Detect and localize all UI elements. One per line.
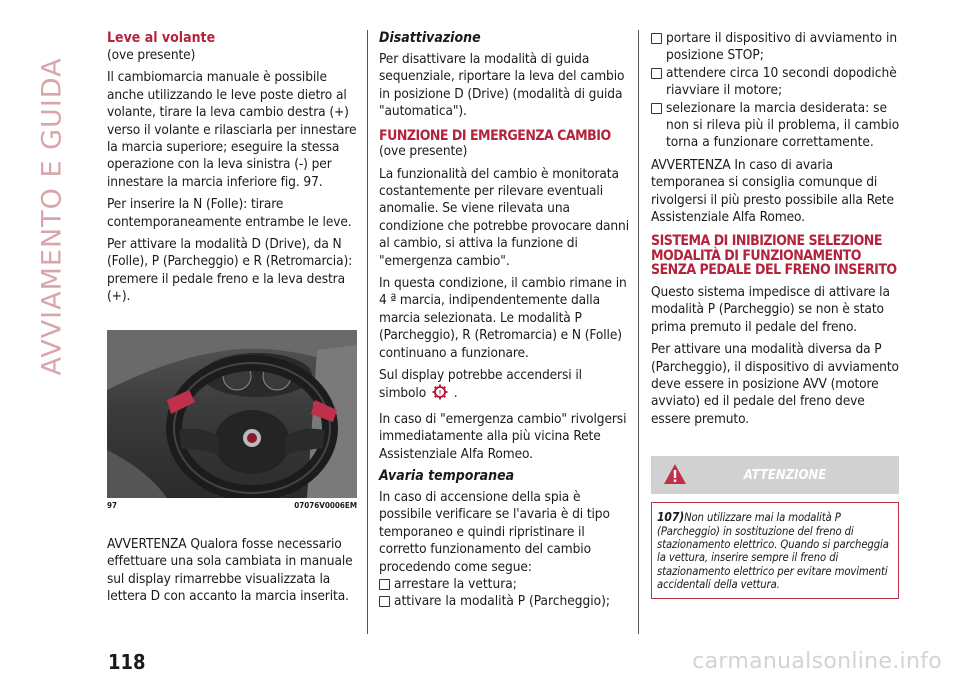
warning-note: AVVERTENZA In caso di avaria temporanea si consiglia comunque di rivolgersi il più presto possibile alla Rete Assistenziale Alfa Romeo. <box>651 156 894 226</box>
steering-wheel-illustration <box>107 330 357 498</box>
column-1 <box>107 30 359 610</box>
heading-leve-volante: Leve al volante <box>107 30 216 46</box>
list-item-text: portare il dispositivo di avviamento in posizione STOP; <box>666 30 898 64</box>
list-item-text: arrestare la vettura; <box>394 576 517 593</box>
column-divider <box>638 30 639 634</box>
list-item <box>379 593 631 610</box>
svg-text:!: ! <box>438 389 442 397</box>
paragraph: Per inserire la N (Folle): tirare contemporaneamente entrambe le leve. <box>107 196 352 230</box>
paragraph: Per attivare la modalità D (Drive), da N (Folle), P (Parcheggio) e R (Retromarcia): premere il pedale freno e la leva destra (+). <box>107 236 353 305</box>
warning-note: AVVERTENZA Qualora fosse necessario effettuare una sola cambiata in manuale sul display rimarrebbe visualizzata la lettera D con accanto la marcia inserita. <box>107 535 353 604</box>
paragraph: La funzionalità del cambio è monitorata costantemente per rilevare eventuali anomalie. Se viene rilevata una condizione che potrebbe provocare danni al cambio, si attiva la funzione di "emergenza cambio". <box>379 165 630 269</box>
paragraph: Per attivare una modalità diversa da P (Parcheggio), il dispositivo di avviamento deve essere in posizione AVV (motore avviato) ed il pedale del freno deve essere premuto. <box>651 341 899 427</box>
checkbox-bullet-icon <box>651 33 662 44</box>
attenzione-text <box>657 511 893 591</box>
attenzione-title: ATTENZIONE <box>743 467 827 483</box>
heading-avaria-temporanea: Avaria temporanea <box>379 468 515 485</box>
column-3 <box>651 30 903 599</box>
steering-wheel-photo <box>107 330 357 498</box>
list-item <box>379 576 631 593</box>
column-divider <box>367 30 368 634</box>
paragraph-text: Sul display potrebbe accendersi il simbolo <box>379 367 582 402</box>
attenzione-box <box>651 502 899 598</box>
figure-number: 97 <box>107 500 118 510</box>
attenzione-body: Non utilizzare mai la modalità P (Parcheggio) in sostituzione del freno di stazionamento elettrico. Quando si parcheggia la vettura, inserire sempre il freno di stazionamento elettrico per evitare movimenti accidentali della vettura. <box>657 511 889 592</box>
paragraph: In caso di accensione della spia è possibile verificare se l'avaria è di tipo temporaneo e quindi ripristinare il corretto funzionamento del cambio procedendo come segue: <box>379 489 610 575</box>
column-2 <box>379 30 631 611</box>
list-item-text: selezionare la marcia desiderata: se non si rileva più il problema, il cambio torna a funzionare correttamente. <box>666 99 900 151</box>
paragraph: Per disattivare la modalità di guida sequenziale, riportare la leva del cambio in posizione D (Drive) (modalità di guida "automatica"). <box>379 51 625 120</box>
section-side-label: AVVIAMENTO E GUIDA <box>36 57 68 376</box>
page-number: 118 <box>108 650 146 674</box>
checkbox-bullet-icon <box>651 68 662 79</box>
checkbox-bullet-icon <box>379 596 390 607</box>
heading-sistema-inibizione: SISTEMA DI INIBIZIONE SELEZIONE MODALITÀ DI FUNZIONAMENTO SENZA PEDALE DEL FRENO INSERITO <box>651 233 897 279</box>
gearbox-warning-icon <box>432 384 448 405</box>
heading-disattivazione: Disattivazione <box>379 30 481 46</box>
paragraph-display-symbol <box>379 367 631 406</box>
figure-caption <box>107 501 357 510</box>
watermark: carmanualsonline.info <box>692 649 942 674</box>
list-item-text: attendere circa 10 secondi dopodichè riavviare il motore; <box>666 64 897 99</box>
warning-triangle-icon <box>663 463 687 489</box>
paragraph: (ove presente) <box>107 47 196 63</box>
checkbox-bullet-icon <box>379 579 390 590</box>
list-item <box>651 100 903 152</box>
paragraph: Il cambiomarcia manuale è possibile anche utilizzando le leve poste dietro al volante, tirare la leva cambio destra (+) verso il volante e rilasciarla per innestare la marcia superiore; eseguire la stessa operazione con la leva sinistra (-) per innestare la marcia inferiore fig. 97. <box>107 69 357 190</box>
list-item-text: attivare la modalità P (Parcheggio); <box>394 593 611 610</box>
paragraph-text: . <box>453 385 458 402</box>
paragraph: In caso di "emergenza cambio" rivolgersi immediatamente alla più vicina Rete Assistenziale Alfa Romeo. <box>379 410 627 462</box>
list-item <box>651 65 903 100</box>
list-item <box>651 30 903 65</box>
paragraph: Questo sistema impedisce di attivare la modalità P (Parcheggio) se non è stato prima premuto il pedale del freno. <box>651 283 890 335</box>
paragraph: (ove presente) <box>379 143 468 160</box>
heading-emergenza-cambio: FUNZIONE DI EMERGENZA CAMBIO <box>379 127 611 144</box>
paragraph: In questa condizione, il cambio rimane in 4 ª marcia, indipendentemente dalla marcia selezionata. Le modalità P (Parcheggio), R (Retromarcia) e N (Folle) continuano a funzionare. <box>379 274 627 361</box>
attenzione-header <box>651 456 899 494</box>
figure-code: 07076V0006EM <box>294 500 357 510</box>
checkbox-bullet-icon <box>651 103 662 114</box>
attenzione-number: 107) <box>657 510 685 525</box>
